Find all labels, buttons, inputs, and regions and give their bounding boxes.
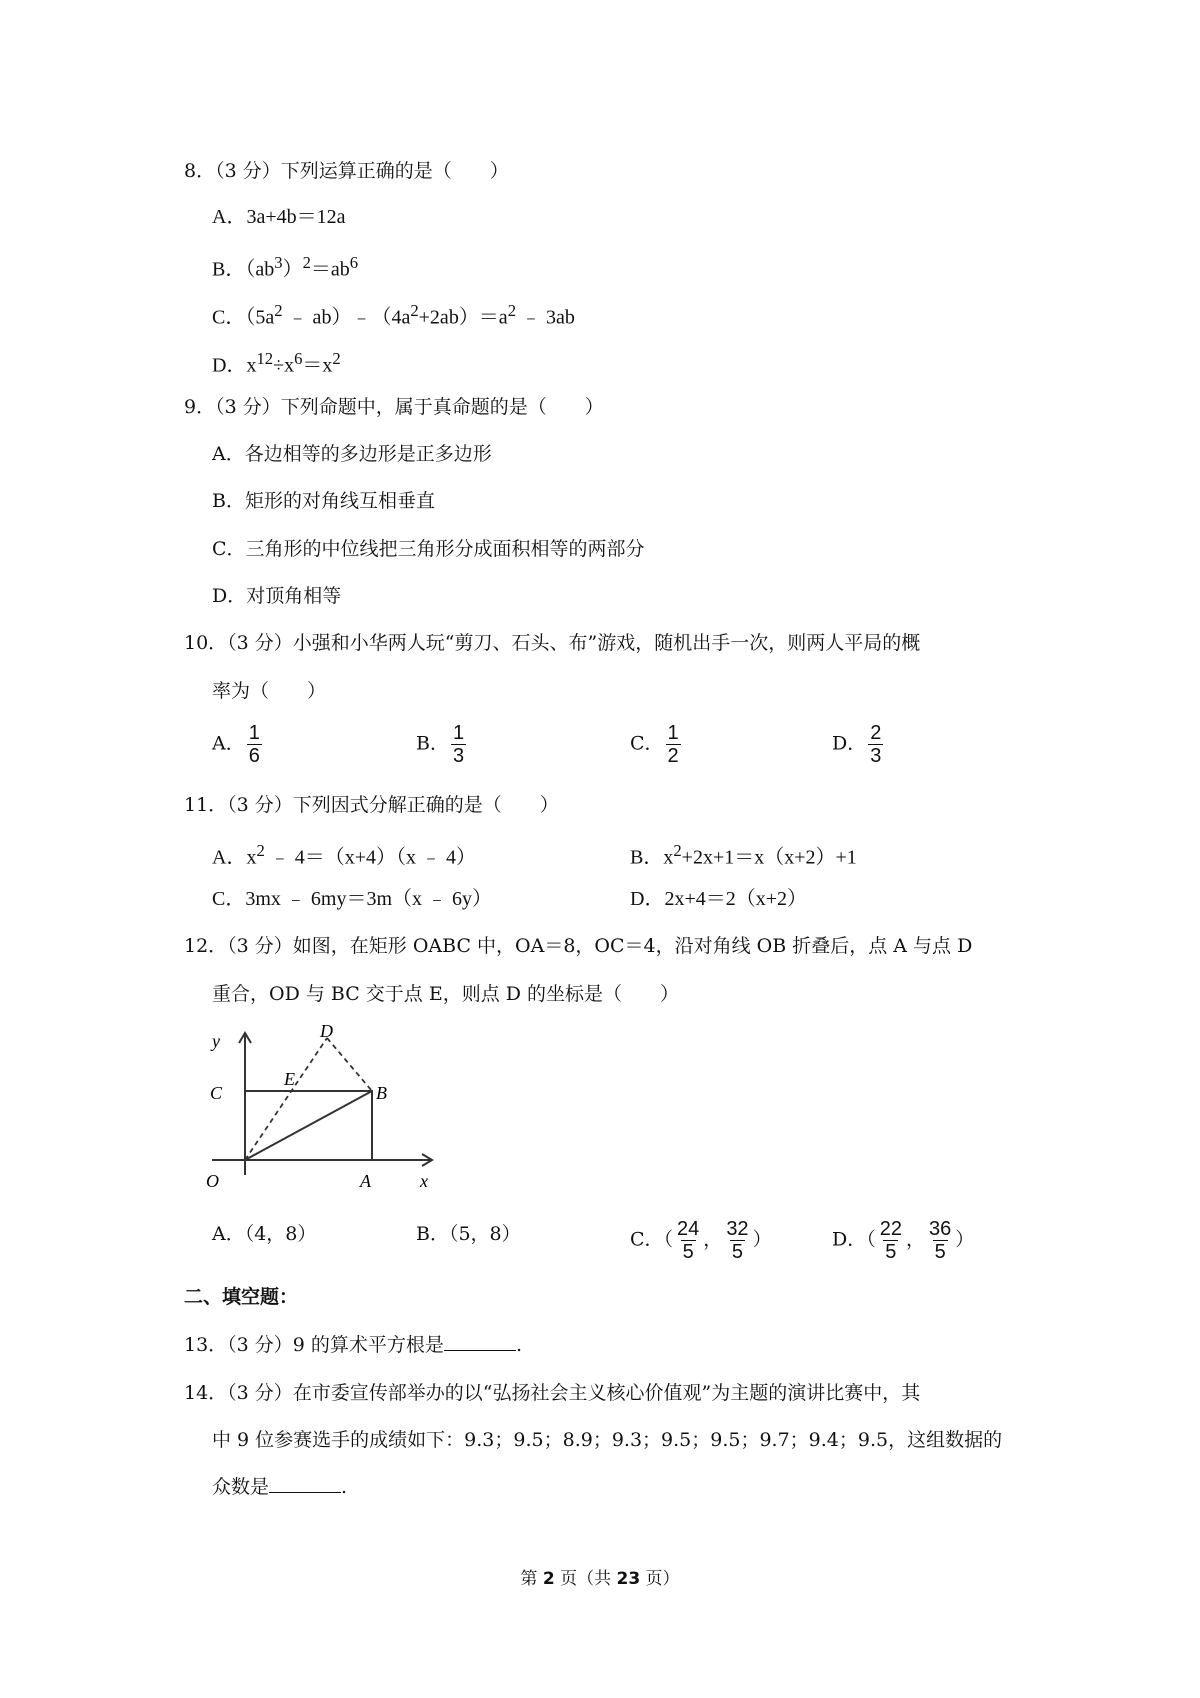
- q12-option-b: B．（5，8）: [416, 1223, 521, 1245]
- q12-option-a: A．（4，8）: [212, 1223, 317, 1245]
- fraction: $\frac{1}{2}$: [667, 722, 679, 767]
- label-a: A: [360, 1171, 371, 1191]
- q11-option-b: B．$x^2+2x+1=x(x+2)+1$: [630, 841, 857, 869]
- q12-stem-line1: 12．（3 分）如图，在矩形 OABC 中，OA＝8，OC＝4，沿对角线 OB 折叠后，点 A 与点 D: [184, 935, 973, 957]
- label-o: O: [206, 1171, 219, 1191]
- answer-blank: [269, 1474, 341, 1493]
- q14-stem-line2: 中 9 位参赛选手的成绩如下：9.3；9.5；8.9；9.3；9.5；9.5；9.7；9.4；9.5，这组数据的: [212, 1429, 1003, 1451]
- page-footer: 第 2 页（共 23 页）: [520, 1569, 680, 1589]
- label-y: y: [212, 1031, 220, 1051]
- q13: 13．（3 分）9 的算术平方根是 .: [184, 1334, 522, 1356]
- dashed-od: [245, 1038, 327, 1160]
- section-heading: 二、填空题：: [184, 1286, 299, 1308]
- fraction: $\frac{22}{5}$: [879, 1218, 902, 1263]
- q8-option-a: A．3a+4b＝12a: [212, 206, 346, 228]
- q9-option-a: A．各边相等的多边形是正多边形: [212, 443, 492, 465]
- q10-option-a: A． $\frac{1}{6}$: [212, 722, 260, 767]
- q11-option-d: D．2x+4＝2（x+2）: [630, 888, 808, 910]
- fraction: $\frac{24}{5}$: [677, 1218, 700, 1263]
- q12-stem-line2: 重合，OD 与 BC 交于点 E，则点 D 的坐标是（ ）: [212, 983, 680, 1005]
- label-d: D: [320, 1025, 333, 1041]
- fraction: $\frac{1}{6}$: [248, 722, 260, 767]
- q12-option-c: C．（ $\frac{24}{5}$ ， $\frac{32}{5}$ ）: [630, 1218, 772, 1263]
- fraction: $\frac{32}{5}$: [726, 1218, 749, 1263]
- fraction: $\frac{36}{5}$: [929, 1218, 952, 1263]
- q14-stem-line1: 14．（3 分）在市委宣传部举办的以“弘扬社会主义核心价值观”为主题的演讲比赛中，其: [184, 1382, 921, 1404]
- answer-blank: [444, 1332, 516, 1351]
- q9-option-b: B．矩形的对角线互相垂直: [212, 490, 435, 512]
- q10-stem-line2: 率为（ ）: [212, 680, 327, 702]
- q10-option-c: C． $\frac{1}{2}$: [630, 722, 679, 767]
- q10-option-b: B． $\frac{1}{3}$: [416, 722, 465, 767]
- q11-stem: 11．（3 分）下列因式分解正确的是（ ）: [184, 794, 559, 816]
- q8-option-b: B．$(ab^3)^2=ab^6$: [212, 253, 359, 281]
- q9-option-d: D．对顶角相等: [212, 585, 342, 607]
- q11-option-a: A．$x^2$ ﹣ 4＝（x+4）（x ﹣ 4）: [212, 841, 477, 869]
- label-b: B: [376, 1083, 387, 1103]
- q12-rectangle-figure: [200, 1025, 440, 1200]
- q8-option-d: D．$x^{12}\div x^6=x^2$: [212, 349, 341, 377]
- q14-stem-line3: 众数是 .: [212, 1476, 348, 1498]
- label-x: x: [420, 1171, 428, 1191]
- diagonal-ob: [245, 1091, 372, 1160]
- q8-stem: 8．（3 分）下列运算正确的是（ ）: [184, 160, 509, 182]
- q9-option-c: C．三角形的中位线把三角形分成面积相等的两部分: [212, 538, 645, 560]
- label-e: E: [284, 1069, 295, 1089]
- q12-option-d: D．（ $\frac{22}{5}$ ， $\frac{36}{5}$ ）: [832, 1218, 975, 1263]
- dashed-db: [327, 1038, 372, 1091]
- label-c: C: [210, 1083, 223, 1103]
- q9-stem: 9．（3 分）下列命题中，属于真命题的是（ ）: [184, 396, 604, 418]
- fraction: $\frac{1}{3}$: [452, 722, 465, 767]
- q11-option-c: C．3mx ﹣ 6my＝3m（x ﹣ 6y）: [212, 888, 493, 910]
- fraction: $\frac{2}{3}$: [870, 722, 882, 767]
- q10-option-d: D． $\frac{2}{3}$: [832, 722, 882, 767]
- q8-option-c: C．（$5a^2$ ﹣ $ab)﹣(4a^2+2ab)=a^2$ ﹣ 3ab: [212, 301, 575, 329]
- q10-stem-line1: 10．（3 分）小强和小华两人玩“剪刀、石头、布”游戏，随机出手一次，则两人平局的概: [184, 632, 921, 654]
